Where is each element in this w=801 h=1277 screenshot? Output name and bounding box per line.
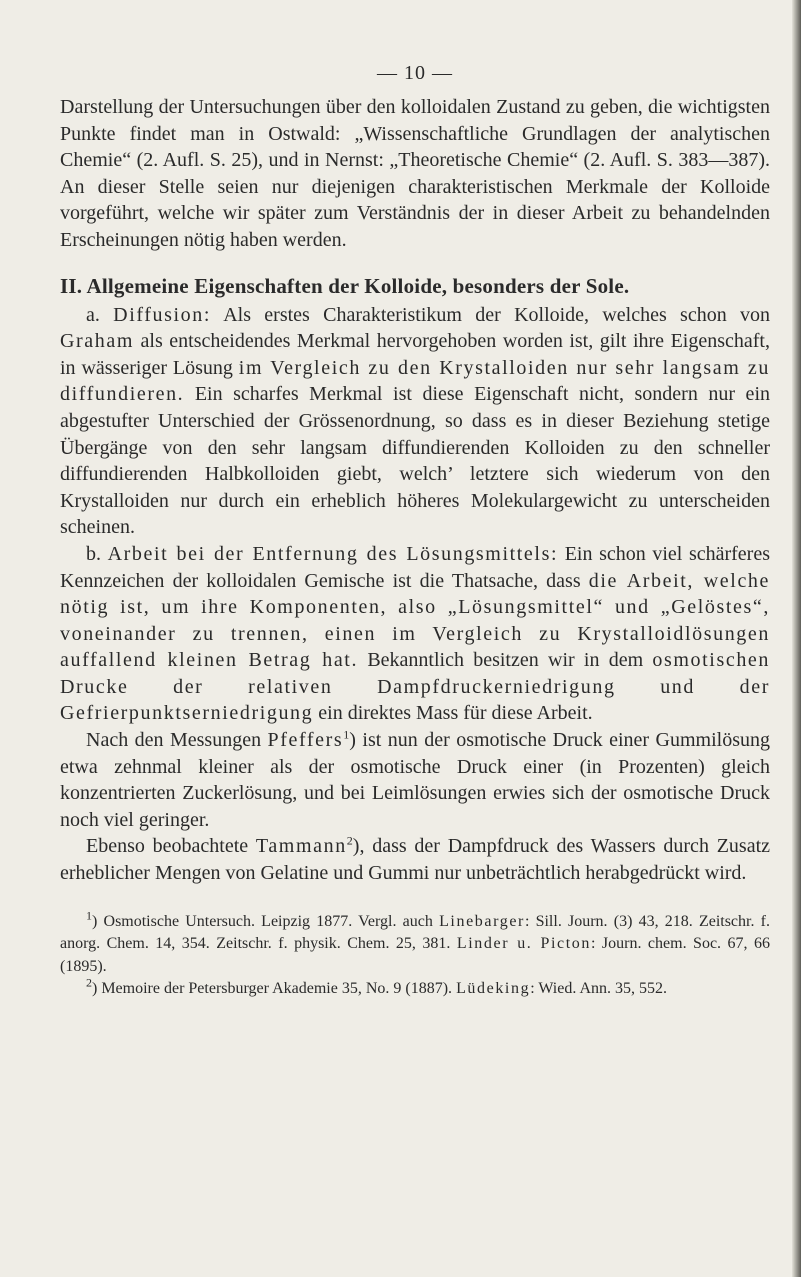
footnote-2 [60,975,770,1001]
text-run: Bekanntlich besitzen wir in dem [358,649,653,672]
text-run: als entscheidendes Merkmal hervorgehoben worden ist, gilt ihre Eigenschaft, in wässeriger Lösung [60,330,770,379]
text-run: Ebenso beobachtete [86,835,256,858]
footnote-ref-2[interactable]: 2 [346,833,353,848]
section-heading: II. Allgemeine Eigenschaften der Kolloide, besonders der Sole. [60,273,630,298]
footnote-marker-2: 2 [86,975,92,990]
page-edge-shadow [792,0,801,1277]
subsection-heading-diffusion: Diffusion: [113,303,212,326]
author-name-linebarger: Linebarger [439,912,525,930]
text-run: : Journ. chem. Soc. 67, 66 (1895). [60,935,770,975]
text-run: ) Memoire der Petersburger Akademie 35, No. 9 (1887). [92,980,457,998]
book-page [60,58,770,1001]
author-name-luedeking: Lüdeking [456,980,531,998]
text-run: Als erstes Charakteristikum der Kolloide, welches schon von [211,303,770,326]
text-run: ein direktes Mass für diese Arbeit. [313,702,593,725]
text-run: Ein scharfes Merkmal ist diese Eigenschaft nicht, sondern nur ein abgestufter Unterschied der Grössenordnung, so dass es in dieser Beziehung stetige Übergänge von den sehr langsam diffundierenden Kolloiden zu den schneller diffundierenden Halbkolloiden giebt, welch’ letztere sich wiederum von den Krystalloiden nur durch ein erheblich höheres Molekulargewicht zu unterscheiden scheinen. [60,383,770,539]
footnotes [60,908,770,1001]
text-run: ) ist nun der osmotische Druck einer Gummilösung etwa zehnmal kleiner als der osmotische Druck einer (in Prozenten) gleich konzentrierten Zuckerlösung, und bei Leimlösungen erwies sich der osmotische Druck noch viel geringer. [60,729,770,831]
text-run: : Sill. Journ. (3) 43, 218. Zeitschr. f. anorg. Chem. 14, 354. Zeitschr. f. physik. Chem. 25, 381. [60,912,770,953]
intro-paragraph: Darstellung der Untersuchungen über den kolloidalen Zustand zu geben, die wichtigsten Punkte findet man in Ostwald: „Wissenschaftliche Grundlagen der analytischen Chemie“ (2. Aufl. S. 25), und in Nernst: „Theoretische Chemie“ (2. Aufl. S. 383—387). An dieser Stelle seien nur diejenigen charakteristischen Merkmale der Kolloide vorgeführt, welche wir später zum Verständnis der in dieser Arbeit zu behandelnden Erscheinungen nötig haben werden. [60,96,770,251]
paragraph-work [60,541,770,727]
text-run: : Wied. Ann. 35, 552. [530,980,668,998]
paragraph-tammann [60,833,770,886]
subsection-heading-work: Arbeit bei der Entfernung des Lösungsmittels: [107,542,559,565]
item-marker: a. [86,303,114,326]
footnote-1 [60,908,770,979]
paragraph-pfeffer [60,727,770,833]
author-name-pfeffer: Pfeffers [267,729,344,752]
text-run: Ein schon viel schärferes Kennzeichen der kolloidalen Gemische ist die Thatsache, dass [60,542,771,592]
item-marker: b. [86,542,108,565]
paragraph-diffusion [60,302,770,541]
author-name-linder-picton: Linder u. Picton [456,935,591,953]
author-name-tammann: Tammann [255,835,347,858]
text-run: ) Osmotische Untersuch. Leipzig 1877. Vergl. auch [92,912,440,930]
emphasized-text: osmotischen Drucke der relativen Dampfdruckerniedrigung und der Gefrierpunktserniedrigung [60,649,770,725]
text-run: Nach den Messungen [86,729,268,752]
emphasized-text: im Vergleich zu den Krystalloiden nur sehr langsam zu diffundieren. [60,356,770,406]
text-run: ), dass der Dampfdruck des Wassers durch Zusatz erheblicher Mengen von Gelatine und Gummi nur unbeträchtlich herabgedrückt wird. [60,835,771,885]
page-number: — 10 — [377,62,453,84]
author-name-graham: Graham [60,330,135,353]
emphasized-text: die Arbeit, welche nötig ist, um ihre Komponenten, also „Lösungsmittel“ und „Gelöstes“, voneinander zu trennen, einen im Vergleich zu Krystalloidlösungen auffallend kleinen Betrag hat. [60,569,770,672]
footnote-ref-1[interactable]: 1 [343,727,350,742]
footnote-marker-1: 1 [86,908,92,923]
